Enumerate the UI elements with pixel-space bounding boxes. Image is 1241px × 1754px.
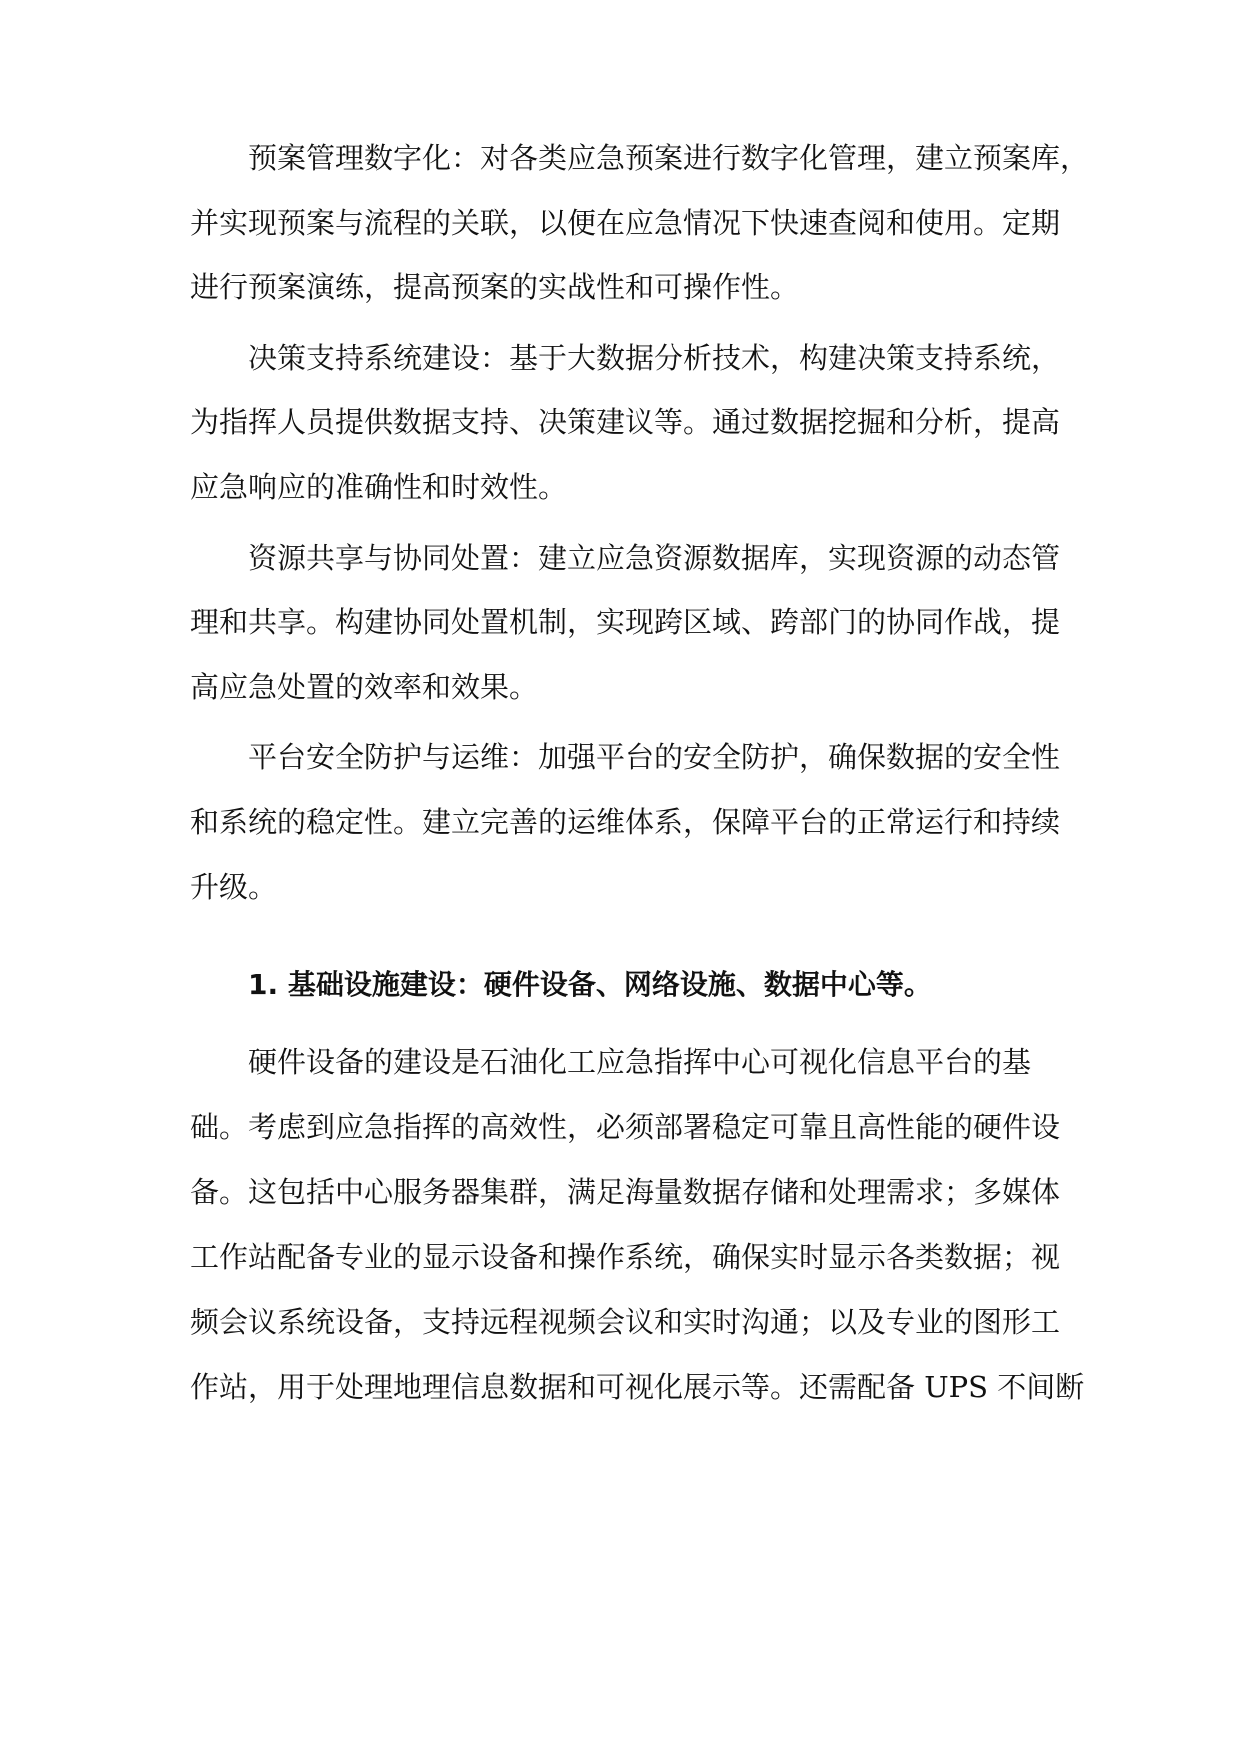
body-line-3: 备。这包括中心服务器集群，满足海量数据存储和处理需求；多媒体 (190, 1175, 1061, 1209)
paragraph-3-line-1: 资源共享与协同处置：建立应急资源数据库，实现资源的动态管 (248, 541, 1061, 575)
paragraph-3-line-3: 高应急处置的效率和效果。 (190, 670, 539, 704)
paragraph-1-line-3: 进行预案演练，提高预案的实战性和可操作性。 (190, 270, 800, 304)
body-line-1: 硬件设备的建设是石油化工应急指挥中心可视化信息平台的基 (248, 1045, 1032, 1079)
section-heading: 1. 基础设施建设：硬件设备、网络设施、数据中心等。 (248, 968, 932, 1001)
body-line-4: 工作站配备专业的显示设备和操作系统，确保实时显示各类数据；视 (190, 1240, 1061, 1274)
paragraph-4-line-3: 升级。 (190, 870, 278, 904)
paragraph-2-line-2: 为指挥人员提供数据支持、决策建议等。通过数据挖掘和分析，提高 (190, 405, 1061, 439)
paragraph-2-line-1: 决策支持系统建设：基于大数据分析技术，构建决策支持系统， (248, 341, 1061, 375)
body-line-6: 作站，用于处理地理信息数据和可视化展示等。还需配备 UPS 不间断 (190, 1370, 1085, 1404)
paragraph-4-line-1: 平台安全防护与运维：加强平台的安全防护，确保数据的安全性 (248, 740, 1061, 774)
body-line-5: 频会议系统设备，支持远程视频会议和实时沟通；以及专业的图形工 (190, 1305, 1061, 1339)
paragraph-1-line-2: 并实现预案与流程的关联，以便在应急情况下快速查阅和使用。定期 (190, 206, 1061, 240)
paragraph-1-line-1: 预案管理数字化：对各类应急预案进行数字化管理，建立预案库， (248, 141, 1090, 175)
paragraph-4-line-2: 和系统的稳定性。建立完善的运维体系，保障平台的正常运行和持续 (190, 805, 1061, 839)
paragraph-3-line-2: 理和共享。构建协同处置机制，实现跨区域、跨部门的协同作战，提 (190, 605, 1061, 639)
paragraph-2-line-3: 应急响应的准确性和时效性。 (190, 470, 568, 504)
body-line-2: 础。考虑到应急指挥的高效性，必须部署稳定可靠且高性能的硬件设 (190, 1110, 1061, 1144)
